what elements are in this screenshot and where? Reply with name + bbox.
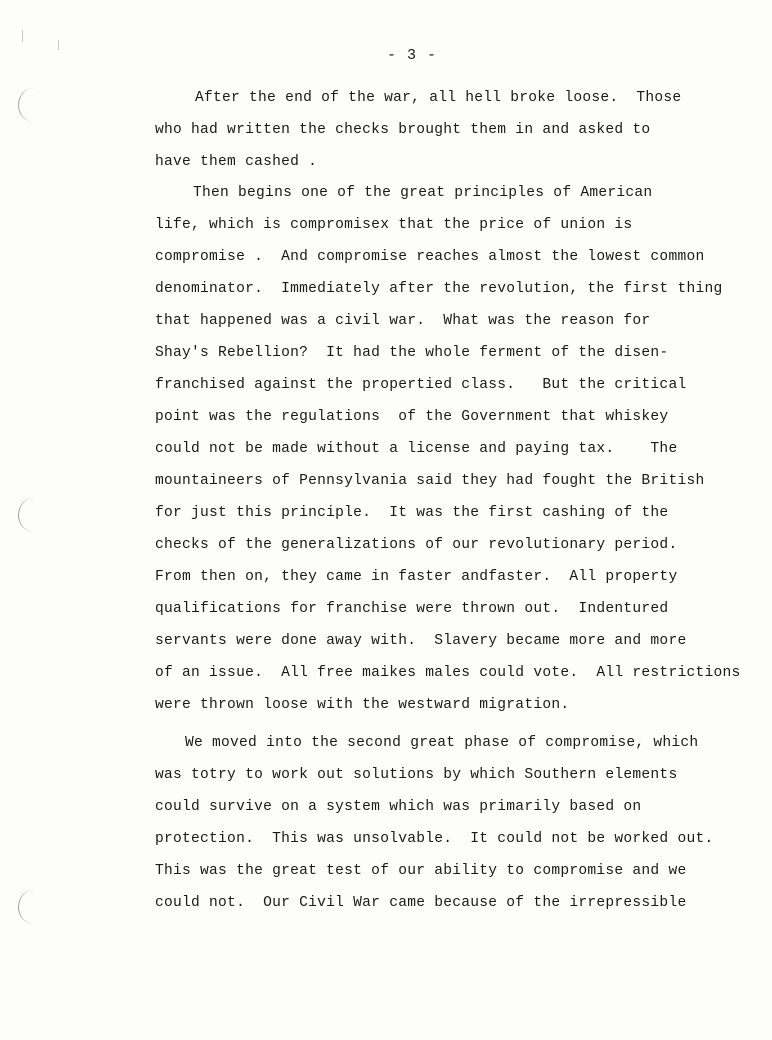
- text-line: protection. This was unsolvable. It could not be worked out.: [155, 831, 714, 847]
- page-number: - 3 -: [386, 47, 437, 64]
- text-line: This was the great test of our ability to compromise and we: [155, 863, 687, 879]
- text-line: Then begins one of the great principles of American: [193, 185, 653, 201]
- text-line: point was the regulations of the Government that whiskey: [155, 409, 669, 425]
- text-line: denominator. Immediately after the revolution, the first thing: [155, 281, 723, 297]
- text-line: qualifications for franchise were thrown out. Indentured: [155, 601, 669, 617]
- punch-hole-mark: [18, 88, 49, 122]
- text-line: of an issue. All free maikes males could vote. All restrictions: [155, 665, 741, 681]
- text-line: After the end of the war, all hell broke loose. Those: [195, 90, 682, 106]
- text-line: could not. Our Civil War came because of the irrepressible: [155, 895, 687, 911]
- text-line: that happened was a civil war. What was the reason for: [155, 313, 651, 329]
- punch-hole-mark: [18, 890, 49, 924]
- text-line: From then on, they came in faster andfaster. All property: [155, 569, 678, 585]
- text-line: who had written the checks brought them in and asked to: [155, 122, 651, 138]
- punch-hole-mark: [18, 498, 49, 532]
- text-line: for just this principle. It was the first cashing of the: [155, 505, 669, 521]
- text-line: could survive on a system which was primarily based on: [155, 799, 642, 815]
- text-line: was totry to work out solutions by which Southern elements: [155, 767, 678, 783]
- text-line: checks of the generalizations of our revolutionary period.: [155, 537, 678, 553]
- text-line: servants were done away with. Slavery became more and more: [155, 633, 687, 649]
- text-line: franchised against the propertied class. But the critical: [155, 377, 687, 393]
- scan-mark: [22, 30, 23, 42]
- text-line: have them cashed .: [155, 154, 318, 170]
- text-line: compromise . And compromise reaches almost the lowest common: [155, 249, 705, 265]
- text-line: life, which is compromisex that the price of union is: [155, 217, 633, 233]
- text-line: We moved into the second great phase of compromise, which: [185, 735, 699, 751]
- text-line: could not be made without a license and paying tax. The: [155, 441, 678, 457]
- text-line: Shay's Rebellion? It had the whole ferment of the disen-: [155, 345, 669, 361]
- text-line: mountaineers of Pennsylvania said they had fought the British: [155, 473, 705, 489]
- text-line: were thrown loose with the westward migration.: [155, 697, 570, 713]
